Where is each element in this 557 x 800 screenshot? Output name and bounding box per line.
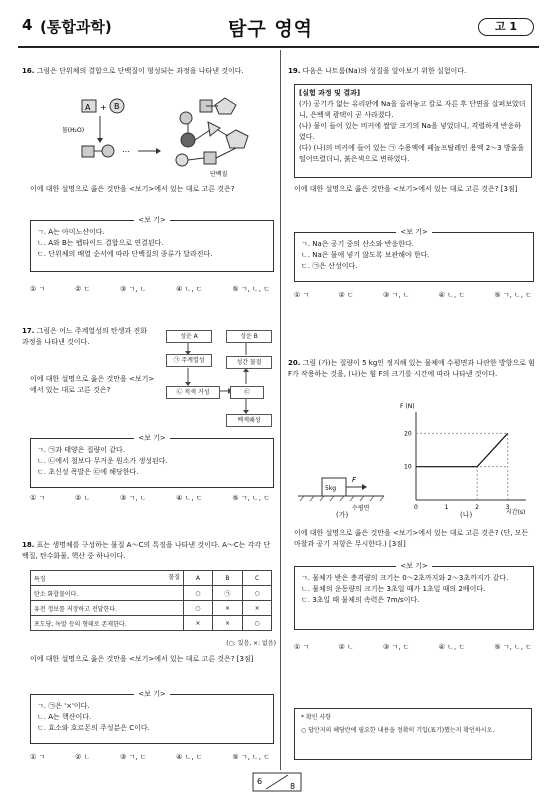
q17-stem-text: 그림은 어느 주계열성의 탄생과 진화 과정을 나타낸 것이다. — [22, 327, 147, 346]
q17-choice-3[interactable]: ③ ㄱ, ㄴ — [119, 494, 147, 502]
page-total: 8 — [290, 782, 296, 791]
figure-a-caption: (가) — [336, 511, 349, 519]
page-current: 6 — [257, 777, 263, 786]
q17-bogi-title: <보 기> — [134, 434, 169, 442]
q18-stem-text: 표는 생명체를 구성하는 물질 A～C의 특징을 나타낸 것이다. A～C는 각각 단백질, 탄수화물, 핵산 중 하나이다. — [22, 541, 271, 560]
q16-stem-text: 그림은 단위체의 결합으로 단백질이 형성되는 과정을 나타낸 것이다. — [36, 67, 244, 75]
protein-unit-8 — [176, 154, 188, 166]
q16-choice-5[interactable]: ⑤ ㄱ, ㄴ, ㄷ — [232, 285, 270, 293]
protein-bond-5 — [216, 148, 236, 158]
q16-bogi-title: <보 기> — [134, 216, 169, 224]
q17-choices — [30, 493, 270, 503]
notice-title: * 확인 사항 — [301, 714, 331, 721]
q20-choices — [294, 642, 532, 652]
q17-choice-2[interactable]: ② ㄴ — [74, 494, 91, 502]
node-red-giant: ㉡ 적색 거성 — [166, 386, 220, 399]
q20-choice-4[interactable]: ④ ㄴ, ㄷ — [438, 643, 466, 651]
force-label: F — [352, 476, 357, 484]
node-nebula-b: 성운 B — [226, 330, 272, 343]
node-c: ㉢ — [230, 386, 264, 399]
notice-box — [294, 708, 532, 760]
q20-bogi-box — [294, 562, 534, 630]
table-cell: × — [212, 601, 243, 616]
y-axis-label: F (N) — [400, 403, 415, 410]
q17-question: 이에 대한 설명으로 옳은 것만을 <보기>에서 있는 대로 고른 것은? — [30, 375, 155, 394]
q17-number: 17. — [22, 327, 35, 335]
table-cell: 유전 정보를 저장하고 전달한다. — [31, 601, 184, 616]
ellipsis: ⋯ — [122, 147, 130, 156]
q18-choice-4[interactable]: ④ ㄴ, ㄷ — [176, 753, 203, 761]
q20-force-chart — [398, 403, 536, 518]
table-cell: × — [184, 616, 213, 631]
protein-unit-3 — [180, 112, 192, 124]
q18-table — [30, 570, 272, 631]
dipeptide-circle — [102, 145, 114, 157]
node-white-dwarf: 백색왜성 — [226, 414, 272, 427]
q16-choice-4[interactable]: ④ ㄴ, ㄷ — [176, 285, 203, 293]
header-rule — [18, 46, 539, 48]
q18-choice-1[interactable]: ① ㄱ — [30, 753, 46, 761]
q19-bogi-title: <보 기> — [396, 228, 431, 236]
plus-sign: + — [100, 103, 107, 112]
q20-stem-text: 그림 (가)는 질량이 5 kg인 정지해 있는 물체에 수평면과 나란한 방향으로 힘 F가 작용하는 것을, (나)는 힘 F의 크기를 시간에 따라 나타낸 것이다. — [288, 359, 535, 378]
q16-stem — [22, 66, 276, 77]
table-cell: ○ — [184, 586, 213, 601]
q20-choice-3[interactable]: ③ ㄱ, ㄷ — [382, 643, 410, 651]
q19-experiment-box — [294, 84, 532, 178]
x-axis-label: 시간(s) — [506, 509, 526, 516]
q16-bogi-box — [30, 216, 274, 272]
table-header-b: B — [212, 571, 243, 586]
monomer-a-label: A — [85, 103, 91, 112]
table-cell: 포도당, 녹말 등의 형태로 존재한다. — [31, 616, 184, 631]
q17-stem — [22, 326, 154, 348]
q16-bogi-item: ㄴ. A와 B는 펩타이드 결합으로 연결된다. — [37, 239, 164, 247]
q19-question: 이에 대한 설명으로 옳은 것만을 <보기>에서 있는 대로 고른 것은? [3점] — [294, 185, 518, 193]
q16-choice-1[interactable]: ① ㄱ — [30, 285, 46, 293]
q19-step: (나) 물이 들어 있는 비커에 쌀알 크기의 Na을 넣었더니, 격렬하게 반응하였다. — [299, 122, 522, 141]
q20-bogi-item: ㄱ. 물체가 받은 충격량의 크기는 0～2초까지와 2～3초까지가 같다. — [301, 574, 509, 582]
protein-unit-4 — [181, 133, 195, 147]
q18-legend: (○: 있음, ×: 없음) — [226, 640, 276, 647]
node-interstellar-material: 성간 물질 — [226, 356, 272, 369]
q16-bogi-item: ㄱ. A는 아미노산이다. — [37, 228, 105, 236]
y-tick-label: 10 — [404, 463, 412, 471]
q17-bogi-item: ㄱ. ㉠과 태양은 질량이 같다. — [37, 446, 125, 454]
q20-number: 20. — [288, 359, 301, 367]
q19-choices — [294, 290, 532, 300]
q19-stem — [288, 66, 538, 77]
q18-choices — [30, 752, 270, 762]
q18-bogi-item: ㄴ. A는 핵산이다. — [37, 713, 92, 721]
block-mass-label: 5kg — [325, 485, 337, 492]
y-tick-label: 20 — [404, 430, 412, 438]
q17-bogi-item: ㄷ. 초신성 폭발은 ㉢에 해당한다. — [37, 468, 139, 476]
q17-choice-4[interactable]: ④ ㄴ, ㄷ — [176, 494, 203, 502]
q20-bogi-item: ㄴ. 물체의 운동량의 크기는 3초일 때가 1초일 때의 2배이다. — [301, 585, 486, 593]
q20-bogi-item: ㄷ. 3초일 때 물체의 속력은 7m/s이다. — [301, 596, 420, 604]
force-series-line — [416, 433, 508, 466]
q16-choices — [30, 284, 270, 294]
q19-bogi-item: ㄷ. ㉠은 산성이다. — [301, 262, 358, 270]
q20-bogi-title: <보 기> — [396, 562, 431, 570]
q18-bogi-item: ㄷ. 효소와 호르몬의 주성분은 C이다. — [37, 724, 150, 732]
q20-choice-1[interactable]: ① ㄱ — [294, 643, 310, 651]
table-cell: ○ — [243, 586, 272, 601]
notice-body: ○ 답안지의 해당란에 필요한 내용을 정확히 기입(표기)했는지 확인하시오. — [301, 727, 495, 734]
q16-diagram — [60, 96, 260, 178]
q19-number: 19. — [288, 67, 301, 75]
protein-bond-4 — [218, 130, 228, 136]
q18-bogi-item: ㄱ. ㉠은 '×'이다. — [37, 702, 90, 710]
protein-label: 단백질 — [210, 171, 228, 178]
protein-bond-6 — [188, 158, 204, 160]
q17-bogi-item: ㄴ. ㉡에서 철보다 무거운 원소가 생성된다. — [37, 457, 168, 465]
page-title: 탐구 영역 — [228, 18, 314, 40]
q16-question: 이에 대한 설명으로 옳은 것만을 <보기>에서 있는 대로 고른 것은? — [30, 185, 235, 193]
q19-experiment-title: [실험 과정 및 결과] — [299, 89, 361, 97]
subject-label: (통합과학) — [40, 18, 112, 36]
table-cell: ㉠ — [212, 586, 243, 601]
table-header-feature — [31, 571, 184, 586]
table-header-a: A — [184, 571, 213, 586]
force-arrowhead — [362, 484, 367, 490]
q17-choice-1[interactable]: ① ㄱ — [30, 494, 46, 502]
x-tick-label: 2 — [475, 504, 480, 511]
table-row — [31, 616, 272, 631]
protein-unit-2 — [215, 98, 236, 114]
water-label: 물(H₂O) — [62, 127, 85, 134]
table-header-c: C — [243, 571, 272, 586]
q16-choice-2[interactable]: ② ㄷ — [74, 285, 91, 293]
table-cell: ○ — [184, 601, 213, 616]
floor-label: 수평면 — [352, 505, 370, 512]
table-header-feature-label: 특징 — [34, 575, 46, 583]
q16-number: 16. — [22, 67, 35, 75]
x-tick-label: 1 — [444, 504, 449, 511]
reaction-arrowhead — [97, 138, 103, 143]
table-row — [31, 601, 272, 616]
x-tick-label: 3 — [505, 504, 510, 511]
protein-unit-5 — [208, 122, 220, 136]
table-cell: × — [212, 616, 243, 631]
q16-bogi-item: ㄷ. 단위체의 배열 순서에 따라 단백질의 종류가 달라진다. — [37, 250, 213, 258]
q20-stem — [288, 358, 538, 380]
x-tick-label: 0 — [414, 504, 418, 511]
table-cell: × — [243, 601, 272, 616]
protein-unit-7 — [204, 152, 216, 164]
table-row — [31, 586, 272, 601]
q19-stem-text: 다음은 나트륨(Na)의 성질을 알아보기 위한 실험이다. — [302, 67, 467, 75]
page-indicator — [252, 772, 302, 792]
q19-bogi-item: ㄴ. Na은 물에 넣기 않도록 보관해야 한다. — [301, 251, 430, 259]
q19-choice-2[interactable]: ② ㄷ — [338, 291, 354, 299]
q18-choice-2[interactable]: ② ㄴ — [74, 753, 91, 761]
q16-choice-3[interactable]: ③ ㄱ, ㄴ — [119, 285, 147, 293]
monomer-b-label: B — [114, 102, 120, 111]
table-header-substance-label: 물질 — [168, 574, 180, 581]
q19-bogi-item: ㄱ. Na은 공기 중의 산소와 반응한다. — [301, 240, 415, 248]
q19-bogi-box — [294, 228, 534, 282]
q17-bogi-box — [30, 434, 274, 488]
q19-choice-3[interactable]: ③ ㄱ, ㄴ — [382, 291, 410, 299]
q20-choice-5[interactable]: ⑤ ㄱ, ㄴ, ㄷ — [494, 643, 532, 651]
q18-bogi-title: <보 기> — [134, 690, 169, 698]
node-nebula-a: 성운 A — [166, 330, 212, 343]
protein-bond-3 — [195, 130, 210, 140]
q18-stem — [22, 540, 276, 562]
q18-choice-5[interactable]: ⑤ ㄱ, ㄴ, ㄷ — [232, 753, 270, 761]
grade-badge: 고 1 — [478, 18, 534, 36]
q18-number: 18. — [22, 541, 35, 549]
protein-unit-6 — [226, 130, 248, 148]
page-number: 4 — [22, 16, 33, 34]
q18-bogi-box — [30, 690, 274, 744]
column-divider — [280, 50, 281, 770]
figure-b-caption: (나) — [460, 511, 473, 519]
q18-choice-3[interactable]: ③ ㄱ, ㄷ — [119, 753, 147, 761]
q19-choice-1[interactable]: ① ㄱ — [294, 291, 310, 299]
q19-choice-5[interactable]: ⑤ ㄱ, ㄴ, ㄷ — [494, 291, 532, 299]
q20-choice-2[interactable]: ② ㄴ — [338, 643, 354, 651]
q19-step: (가) 공기가 없는 유리판에 Na을 올려놓고 칼로 자른 후 단면을 살펴보았더니, 은백색 광택이 곧 사라졌다. — [299, 100, 526, 119]
dipeptide-square — [82, 146, 94, 157]
q19-step: (다) (나)의 비커에 들어 있는 ㉠ 수용액에 페놀프탈레인 용액 2～3 방울을 떨어뜨렸더니, 붉은색으로 변하였다. — [299, 144, 525, 163]
q17-choice-5[interactable]: ⑤ ㄱ, ㄴ, ㄷ — [232, 494, 270, 502]
q19-choice-4[interactable]: ④ ㄴ, ㄷ — [438, 291, 466, 299]
folding-arrowhead — [156, 148, 161, 154]
table-cell: ○ — [243, 616, 272, 631]
q20-question: 이에 대한 설명으로 옳은 것만을 <보기>에서 있는 대로 고른 것은? (단, 모든 마찰과 공기 저항은 무시한다.) [3점] — [294, 529, 529, 548]
q18-question: 이에 대한 설명으로 옳은 것만을 <보기>에서 있는 대로 고른 것은? [3점] — [30, 655, 254, 663]
node-main-sequence: ㉠ 주계열성 — [166, 354, 212, 367]
table-cell: 탄소 화합물이다. — [31, 586, 184, 601]
